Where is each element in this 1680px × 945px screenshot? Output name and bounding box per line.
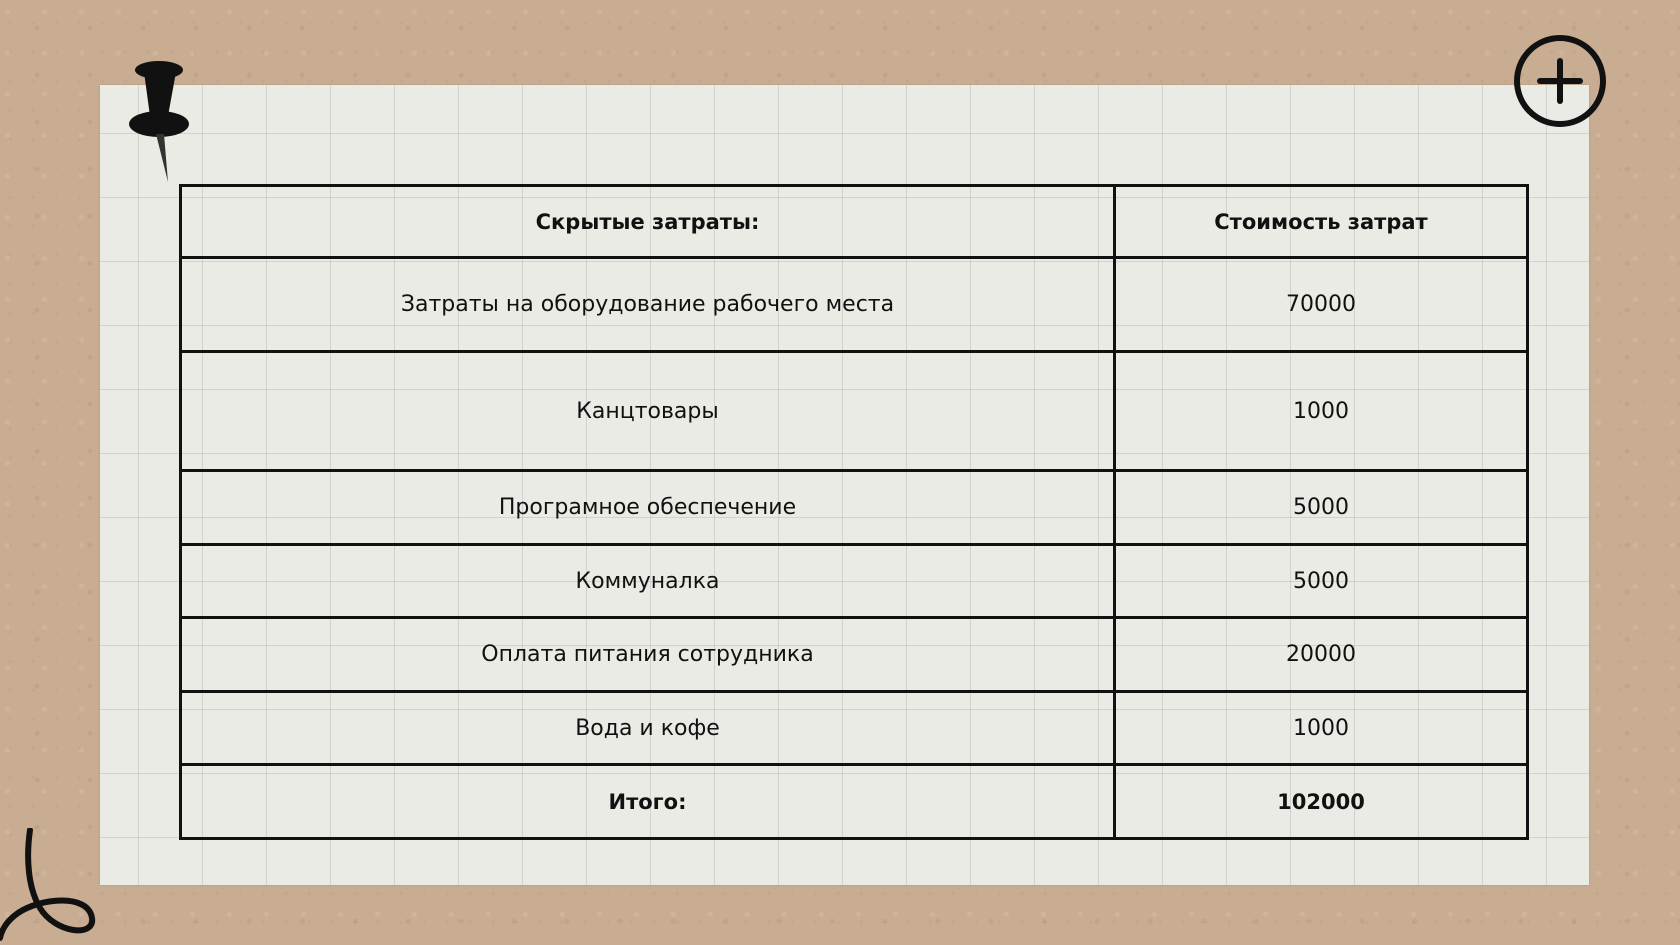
cost-value: 5000 xyxy=(1115,471,1528,545)
cost-item: Програмное обеспечение xyxy=(181,471,1115,545)
pushpin-icon xyxy=(126,58,196,186)
cost-item: Затраты на оборудование рабочего места xyxy=(181,258,1115,352)
header-hidden-costs: Скрытые затраты: xyxy=(181,186,1115,258)
cost-value: 20000 xyxy=(1115,618,1528,692)
total-label: Итого: xyxy=(181,765,1115,839)
table-row xyxy=(181,471,1528,545)
cost-item: Оплата питания сотрудника xyxy=(181,618,1115,692)
header-cost-amount: Стоимость затрат xyxy=(1115,186,1528,258)
table-row xyxy=(181,545,1528,618)
cost-value: 1000 xyxy=(1115,692,1528,765)
table-row xyxy=(181,692,1528,765)
hidden-costs-table xyxy=(179,184,1529,840)
cost-item: Вода и кофе xyxy=(181,692,1115,765)
cost-item: Канцтовары xyxy=(181,352,1115,471)
cost-value: 5000 xyxy=(1115,545,1528,618)
table-row xyxy=(181,352,1528,471)
plus-circle-icon[interactable] xyxy=(1513,34,1607,128)
cost-item: Коммуналка xyxy=(181,545,1115,618)
cost-value: 70000 xyxy=(1115,258,1528,352)
table-row xyxy=(181,618,1528,692)
table-header-row xyxy=(181,186,1528,258)
total-value: 102000 xyxy=(1115,765,1528,839)
table-row xyxy=(181,258,1528,352)
swirl-doodle xyxy=(0,828,100,945)
cost-value: 1000 xyxy=(1115,352,1528,471)
total-row xyxy=(181,765,1528,839)
